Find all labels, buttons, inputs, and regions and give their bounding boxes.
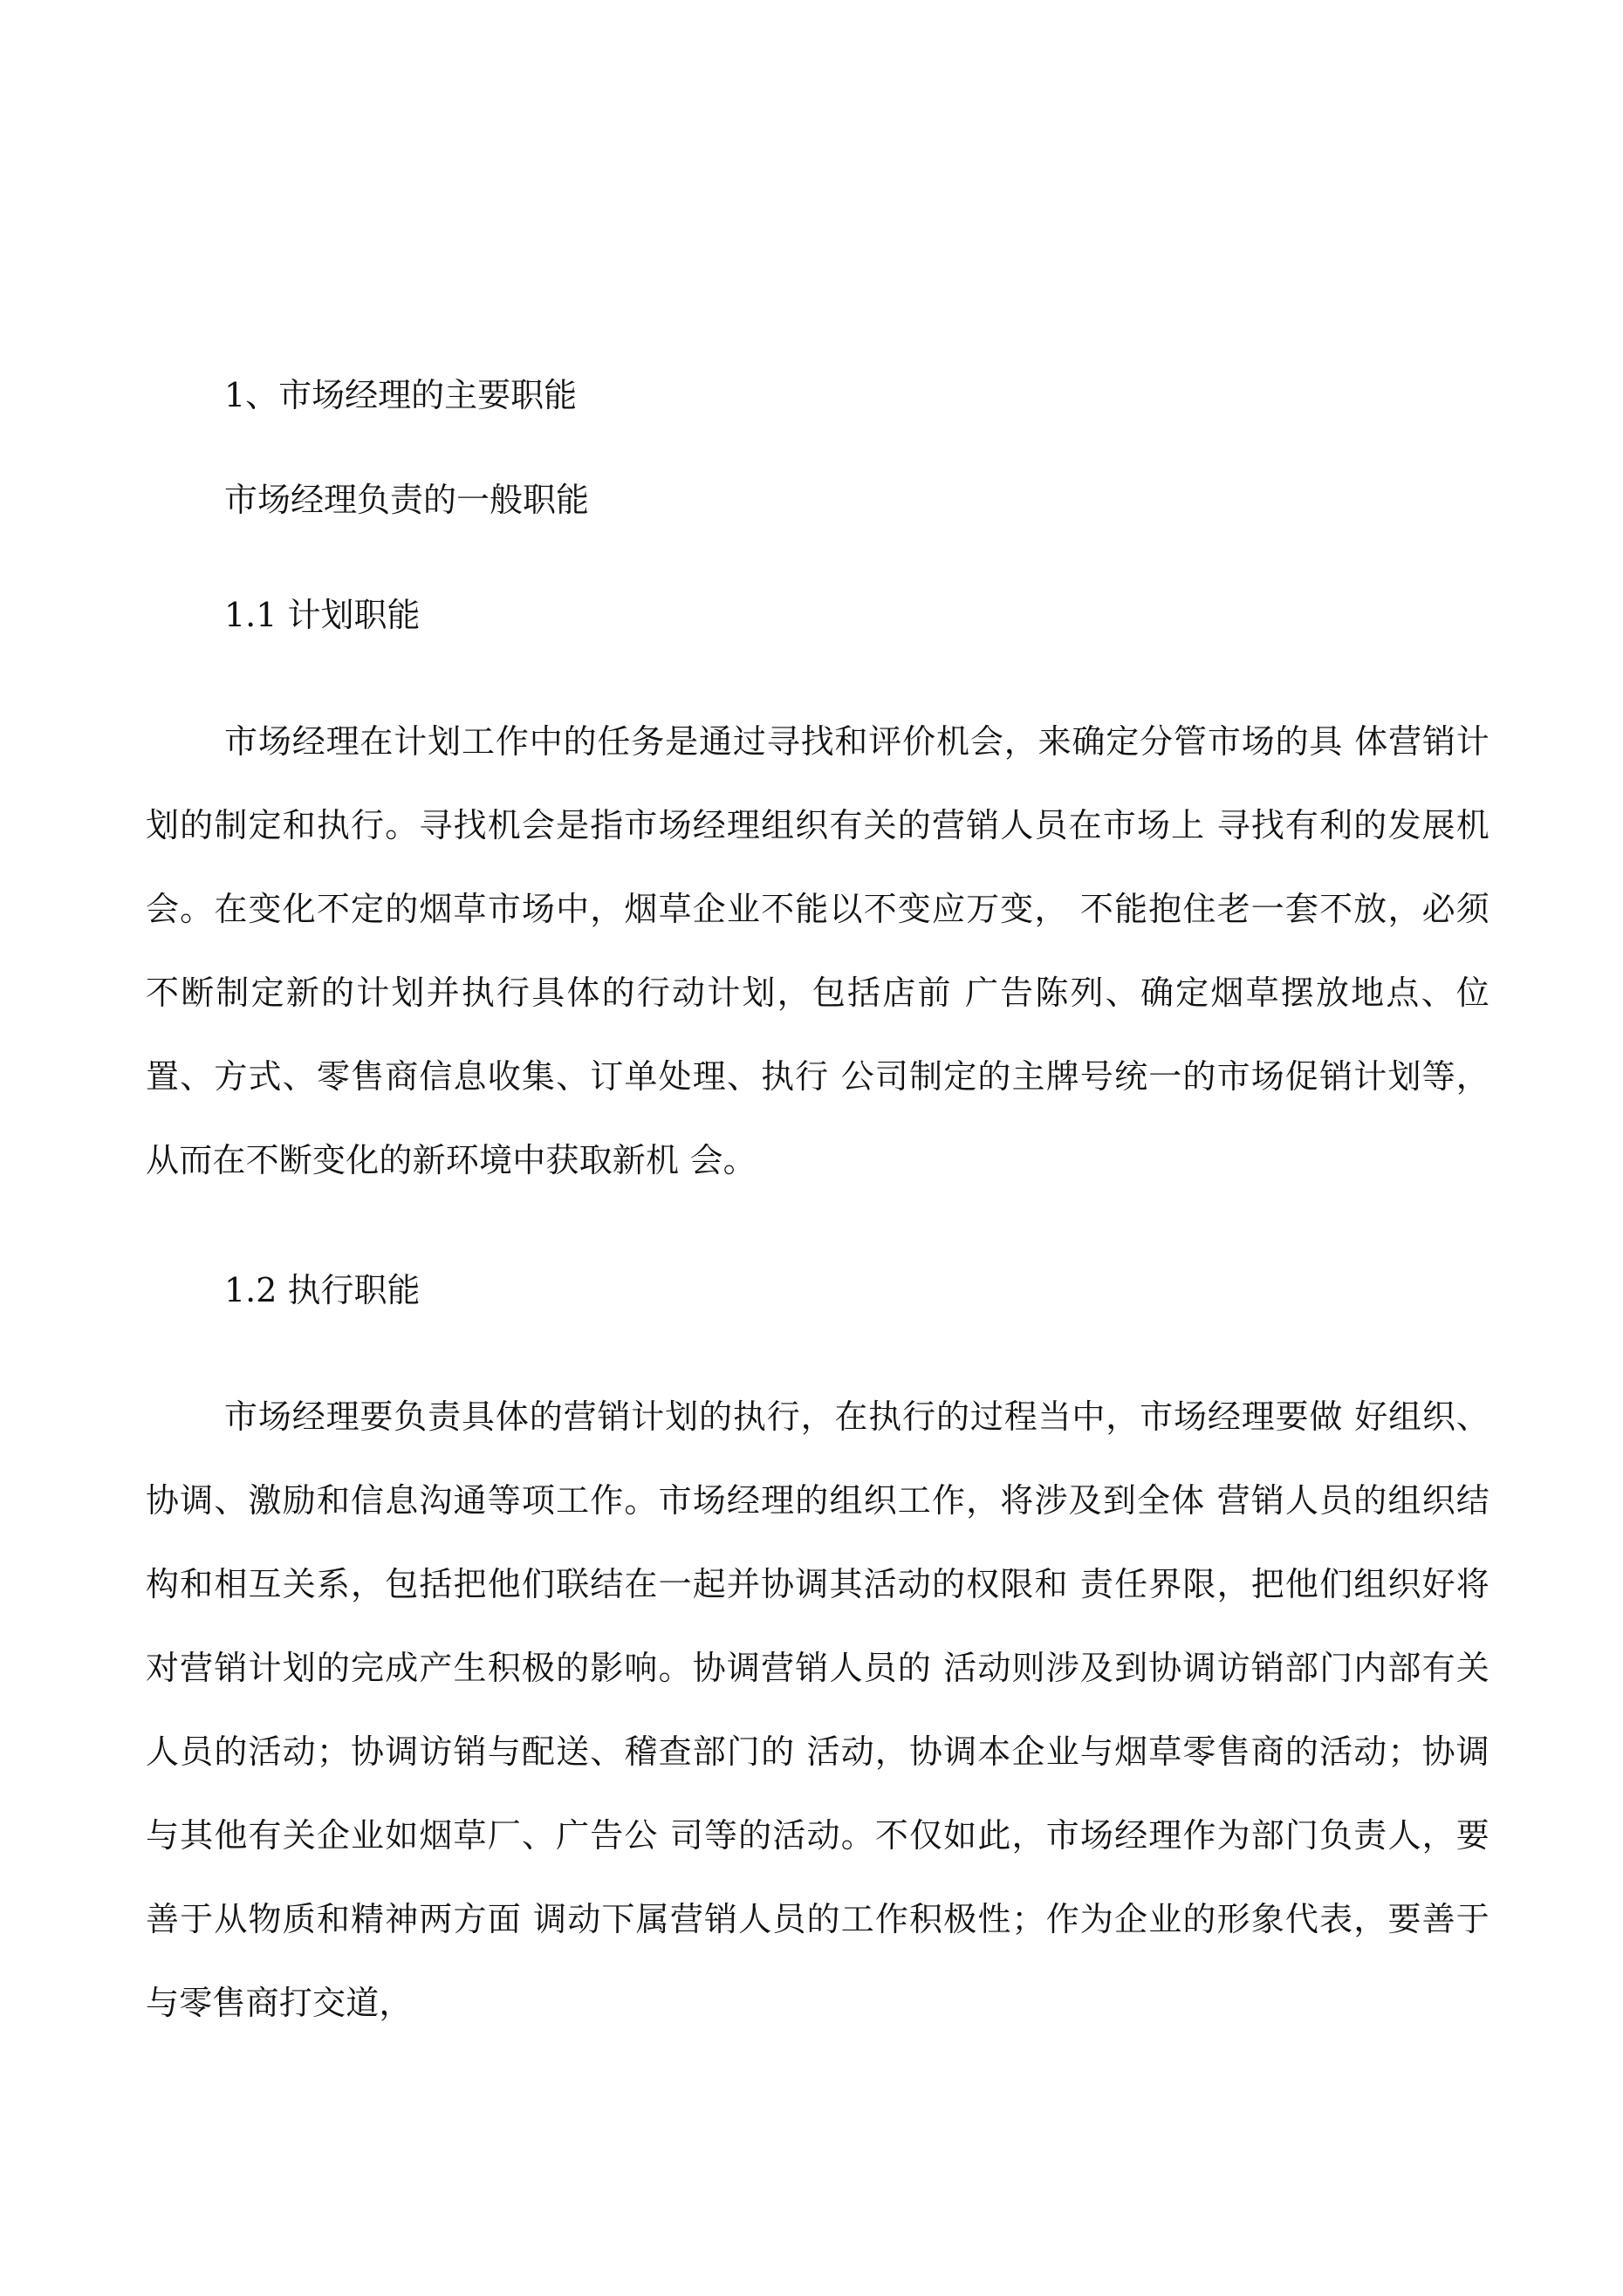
section-heading-main: 1、市场经理的主要职能 xyxy=(224,376,578,414)
paragraph-execution: 市场经理要负责具体的营销计划的执行，在执行的过程当中，市场经理要做 好组织、协调、激励和信息沟通等项工作。市场经理的组织工作，将涉及到全体 营销人员的组织结构和相互关系，包括把他们联结在一起并协调其活动的权限和 责任界限，把他们组织好将对营销计划的完成产生积极的影响。协调营销人员的 活动则涉及到协调访销部门内部有关人员的活动；协调访销与配送、稽查部门的 活动，协调本企业与烟草零售商的活动；协调与其他有关企业如烟草厂、广告公 司等的活动。不仅如此，市场经理作为部门负责人，要善于从物质和精神两方面 调动下属营销人员的工作积极性；作为企业的形象代表，要善于与零售商打交道， xyxy=(146,1397,1489,2022)
paragraph-planning: 市场经理在计划工作中的任务是通过寻找和评价机会，来确定分管市场的具 体营销计划的制定和执行。寻找机会是指市场经理组织有关的营销人员在市场上 寻找有利的发展机会。在变化不定的烟草市场中，烟草企业不能以不变应万变， 不能抱住老一套不放，必须不断制定新的计划并执行具体的行动计划，包括店前 广告陈列、确定烟草摆放地点、位置、方式、零售商信息收集、订单处理、执行 公司制定的主牌号统一的市场促销计划等，从而在不断变化的新环境中获取新机 会。 xyxy=(146,722,1489,1179)
section-heading-planning: 1.1 计划职能 xyxy=(224,596,421,634)
subheading-general-functions: 市场经理负责的一般职能 xyxy=(224,481,590,519)
section-heading-execution: 1.2 执行职能 xyxy=(224,1271,421,1309)
